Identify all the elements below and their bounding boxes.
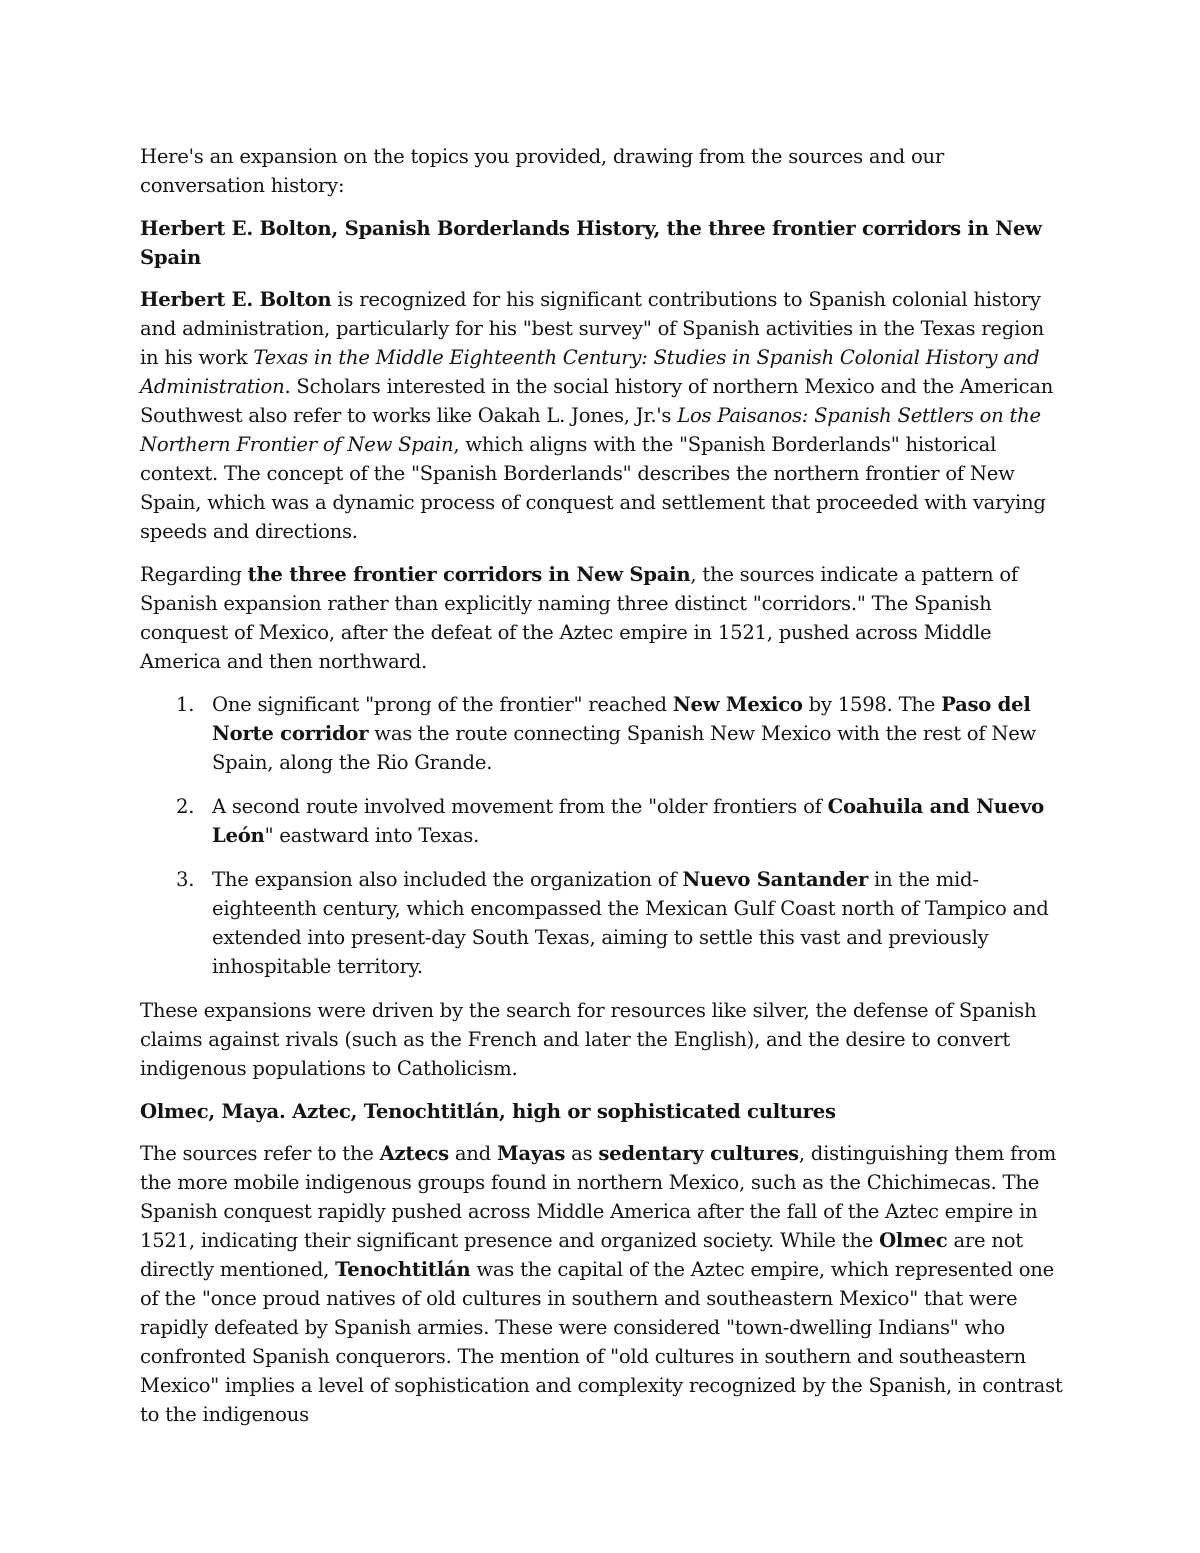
corridors-list (140, 690, 1065, 981)
text-run: The expansion also included the organization of (212, 868, 683, 891)
book-title: Texas in the Middle Eighteenth Century: Studies in Spanish Colonial History and Administration (140, 346, 1040, 398)
corridors-paragraph (140, 560, 1065, 676)
list-item (212, 690, 1065, 777)
bold-term: Aztecs (379, 1142, 449, 1165)
text-run: was the route connecting Spanish New Mexico with the rest of New Spain, along the Rio Grande. (212, 722, 1037, 774)
text-run: are not directly mentioned, (140, 1229, 1023, 1281)
book-title: Los Paisanos: Spanish Settlers on the Northern Frontier of New Spain (140, 404, 1041, 456)
text-run: as (565, 1142, 599, 1165)
text-run: " eastward into Texas. (264, 824, 480, 847)
text-run: is recognized for his significant contributions to Spanish colonial history and administration, particularly for his "best survey" of Spanish activities in the Texas region in his work (140, 288, 1044, 369)
section-heading-bolton: Herbert E. Bolton, Spanish Borderlands History, the three frontier corridors in New Spain (140, 217, 1042, 269)
text-run: . Scholars interested in the social history of northern Mexico and the American Southwest also refer to works like Oakah L. Jones, Jr.'s (140, 375, 1054, 427)
bold-term: Herbert E. Bolton (140, 288, 332, 311)
text-run: A second route involved movement from the "older frontiers of (212, 795, 828, 818)
text-run: by 1598. The (802, 693, 942, 716)
cultures-paragraph (140, 1139, 1065, 1429)
bold-term: Tenochtitlán (335, 1258, 471, 1281)
text-run: and (448, 1142, 497, 1165)
text-run: , distinguishing them from the more mobile indigenous groups found in northern Mexico, such as the Chichimecas. The Spanish conquest rapidly pushed across Middle America after the fall of the Aztec empire in 1521, indicating their significant presence and organized society. While the (140, 1142, 1057, 1252)
text-run: in the mid-eighteenth century, which encompassed the Mexican Gulf Coast north of Tampico and extended into present-day South Texas, aiming to settle this vast and previously inhospitable territory. (212, 868, 1049, 978)
document-body (140, 142, 1065, 1443)
intro-paragraph: Here's an expansion on the topics you provided, drawing from the sources and our conversation history: (140, 145, 944, 197)
list-item (212, 792, 1065, 850)
text-run: One significant "prong of the frontier" reached (212, 693, 673, 716)
bolton-paragraph (140, 285, 1065, 546)
bold-term: Paso del Norte corridor (212, 693, 1031, 745)
text-run: , which aligns with the "Spanish Borderlands" historical context. The concept of the "Spanish Borderlands" describes the northern frontier of New Spain, which was a dynamic process of conquest and settlement that proceeded with varying speeds and directions. (140, 433, 1046, 543)
bold-term: the three frontier corridors in New Spain (247, 563, 691, 586)
section-heading-cultures: Olmec, Maya. Aztec, Tenochtitlán, high or sophisticated cultures (140, 1100, 836, 1123)
bold-term: Nuevo Santander (682, 868, 869, 891)
expansions-paragraph: These expansions were driven by the search for resources like silver, the defense of Spanish claims against rivals (such as the French and later the English), and the desire to convert indigenous populations to Catholicism. (140, 999, 1037, 1080)
text-run: Regarding (140, 563, 248, 586)
text-run: The sources refer to the (140, 1142, 380, 1165)
bold-term: Coahuila and Nuevo León (212, 795, 1044, 847)
bold-term: Mayas (496, 1142, 566, 1165)
text-run: , the sources indicate a pattern of Spanish expansion rather than explicitly naming three distinct "corridors." The Spanish conquest of Mexico, after the defeat of the Aztec empire in 1521, pushed across Middle America and then northward. (140, 563, 1018, 673)
bold-term: sedentary cultures (598, 1142, 799, 1165)
text-run: was the capital of the Aztec empire, which represented one of the "once proud natives of old cultures in southern and southeastern Mexico" that were rapidly defeated by Spanish armies. These were considered "town-dwelling Indians" who confronted Spanish conquerors. The mention of "old cultures in southern and southeastern Mexico" implies a level of sophistication and complexity recognized by the Spanish, in contrast to the indigenous (140, 1258, 1063, 1426)
list-item (212, 865, 1065, 981)
bold-term: Olmec (879, 1229, 948, 1252)
bold-term: New Mexico (672, 693, 803, 716)
